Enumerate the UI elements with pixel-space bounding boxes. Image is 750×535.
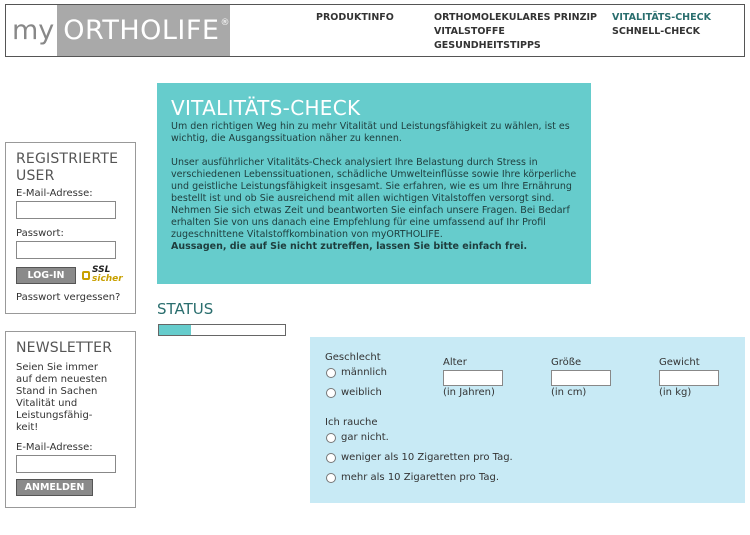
radio-icon — [326, 473, 336, 483]
login-email-label: E-Mail-Adresse: — [16, 188, 93, 199]
height-input[interactable] — [551, 370, 611, 386]
status-progress-bar — [158, 324, 286, 336]
status-title: STATUS — [157, 300, 214, 318]
ssl-text — [92, 266, 123, 284]
smoke-option-less-than-10[interactable] — [326, 452, 513, 463]
nav-col-1 — [316, 11, 394, 25]
weight-unit: (in kg) — [659, 387, 692, 398]
vitality-title: VITALITÄTS-CHECK — [171, 96, 361, 120]
newsletter-email-label: E-Mail-Adresse: — [16, 442, 93, 453]
newsletter-title: NEWSLETTER — [16, 340, 113, 356]
nav-item-vitalstoffe[interactable]: VITALSTOFFE — [434, 26, 505, 37]
smoke-option-label: gar nicht. — [341, 432, 389, 443]
weight-input[interactable] — [659, 370, 719, 386]
login-title — [16, 151, 125, 185]
nav-item-produktinfo[interactable]: PRODUKTINFO — [316, 12, 394, 23]
vitality-intro: Um den richtigen Weg hin zu mehr Vitalität und Leistungsfähigkeit zu wählen, ist es wichtig, die Ausgangssituation näher zu kennen. — [171, 121, 570, 144]
gender-option-male[interactable] — [326, 367, 387, 378]
radio-icon — [326, 433, 336, 443]
newsletter-text-line: Vitalität und — [16, 398, 78, 409]
login-title-line1: REGISTRIERTE — [16, 151, 119, 167]
lock-icon — [82, 271, 90, 280]
logo-brand-text: ORTHOLIFE — [63, 15, 220, 46]
vitality-description: Unser ausführlicher Vitalitäts-Check analysiert Ihre Belastung durch Stress in verschiedenen Lebenssituationen, schädliche Umwelteinflüsse sowie Ihre körperliche und geistliche Leistungsfähigkeit insgesamt. Sie erfahren, wie es um Ihre Ernährung bestellt ist und ob Sie ausreichend mit allen wichtigen Vitalstoffen versorgt sind. Nehmen Sie sich etwas Zeit und beantworten Sie einfach unsere Fragen. Bei Bedarf erhalten Sie von uns danach eine Empfehlung für eine umfassend auf Ihr Profil zugeschnittene Vitalstoffkombination von myORTHOLIFE. — [171, 157, 577, 240]
nav-item-schnell-check[interactable]: SCHNELL-CHECK — [612, 26, 701, 37]
newsletter-text — [16, 362, 125, 434]
login-actions — [16, 266, 125, 284]
newsletter-text-line: keit! — [16, 422, 39, 433]
forgot-password-link[interactable]: Passwort vergessen? — [16, 292, 121, 303]
ssl-top: SSL — [92, 265, 111, 275]
smoke-option-label: weniger als 10 Zigaretten pro Tag. — [341, 452, 513, 463]
logo[interactable] — [6, 5, 230, 56]
newsletter-text-line: Seien Sie immer — [16, 362, 98, 373]
age-label: Alter — [443, 357, 467, 368]
ssl-bottom: sicher — [92, 274, 123, 284]
smoke-option-none[interactable] — [326, 432, 389, 443]
height-unit: (in cm) — [551, 387, 587, 398]
login-button[interactable]: LOG-IN — [16, 267, 76, 284]
gender-option-label: männlich — [341, 367, 387, 378]
newsletter-submit-button[interactable]: ANMELDEN — [16, 479, 93, 496]
logo-brand — [57, 5, 230, 56]
radio-icon — [326, 368, 336, 378]
height-label: Größe — [551, 357, 582, 368]
nav-col-2 — [434, 11, 597, 53]
weight-label: Gewicht — [659, 357, 700, 368]
smoke-option-more-than-10[interactable] — [326, 472, 499, 483]
nav-item-orthomolekulares-prinzip[interactable]: ORTHOMOLEKULARES PRINZIP — [434, 12, 597, 23]
age-unit: (in Jahren) — [443, 387, 495, 398]
newsletter-text-line: Leistungsfähig- — [16, 410, 93, 421]
login-box — [5, 142, 136, 314]
nav-item-gesundheitstipps[interactable]: GESUNDHEITSTIPPS — [434, 40, 541, 51]
radio-icon — [326, 388, 336, 398]
nav-item-vitalitaets-check[interactable]: VITALITÄTS-CHECK — [612, 12, 711, 23]
newsletter-email-input[interactable] — [16, 455, 116, 473]
vitality-check-panel — [157, 83, 591, 284]
radio-icon — [326, 453, 336, 463]
login-email-input[interactable] — [16, 201, 116, 219]
gender-option-label: weiblich — [341, 387, 382, 398]
vitality-note: Aussagen, die auf Sie nicht zutreffen, lassen Sie bitte einfach frei. — [171, 241, 528, 252]
gender-label: Geschlecht — [325, 352, 381, 363]
newsletter-box — [5, 331, 136, 508]
smoke-label: Ich rauche — [325, 417, 378, 428]
status-progress-fill — [159, 325, 191, 335]
newsletter-text-line: Stand in Sachen — [16, 386, 98, 397]
ssl-badge — [82, 266, 123, 284]
logo-my-text: my — [6, 5, 57, 56]
login-password-label: Passwort: — [16, 228, 64, 239]
login-password-input[interactable] — [16, 241, 116, 259]
login-title-line2: USER — [16, 168, 55, 184]
nav-col-3 — [612, 11, 711, 39]
age-input[interactable] — [443, 370, 503, 386]
newsletter-text-line: auf dem neuesten — [16, 374, 108, 385]
smoke-option-label: mehr als 10 Zigaretten pro Tag. — [341, 472, 500, 483]
site-header — [5, 4, 745, 57]
gender-option-female[interactable] — [326, 387, 382, 398]
logo-registered-mark: ® — [220, 17, 230, 28]
profile-form — [310, 337, 745, 503]
